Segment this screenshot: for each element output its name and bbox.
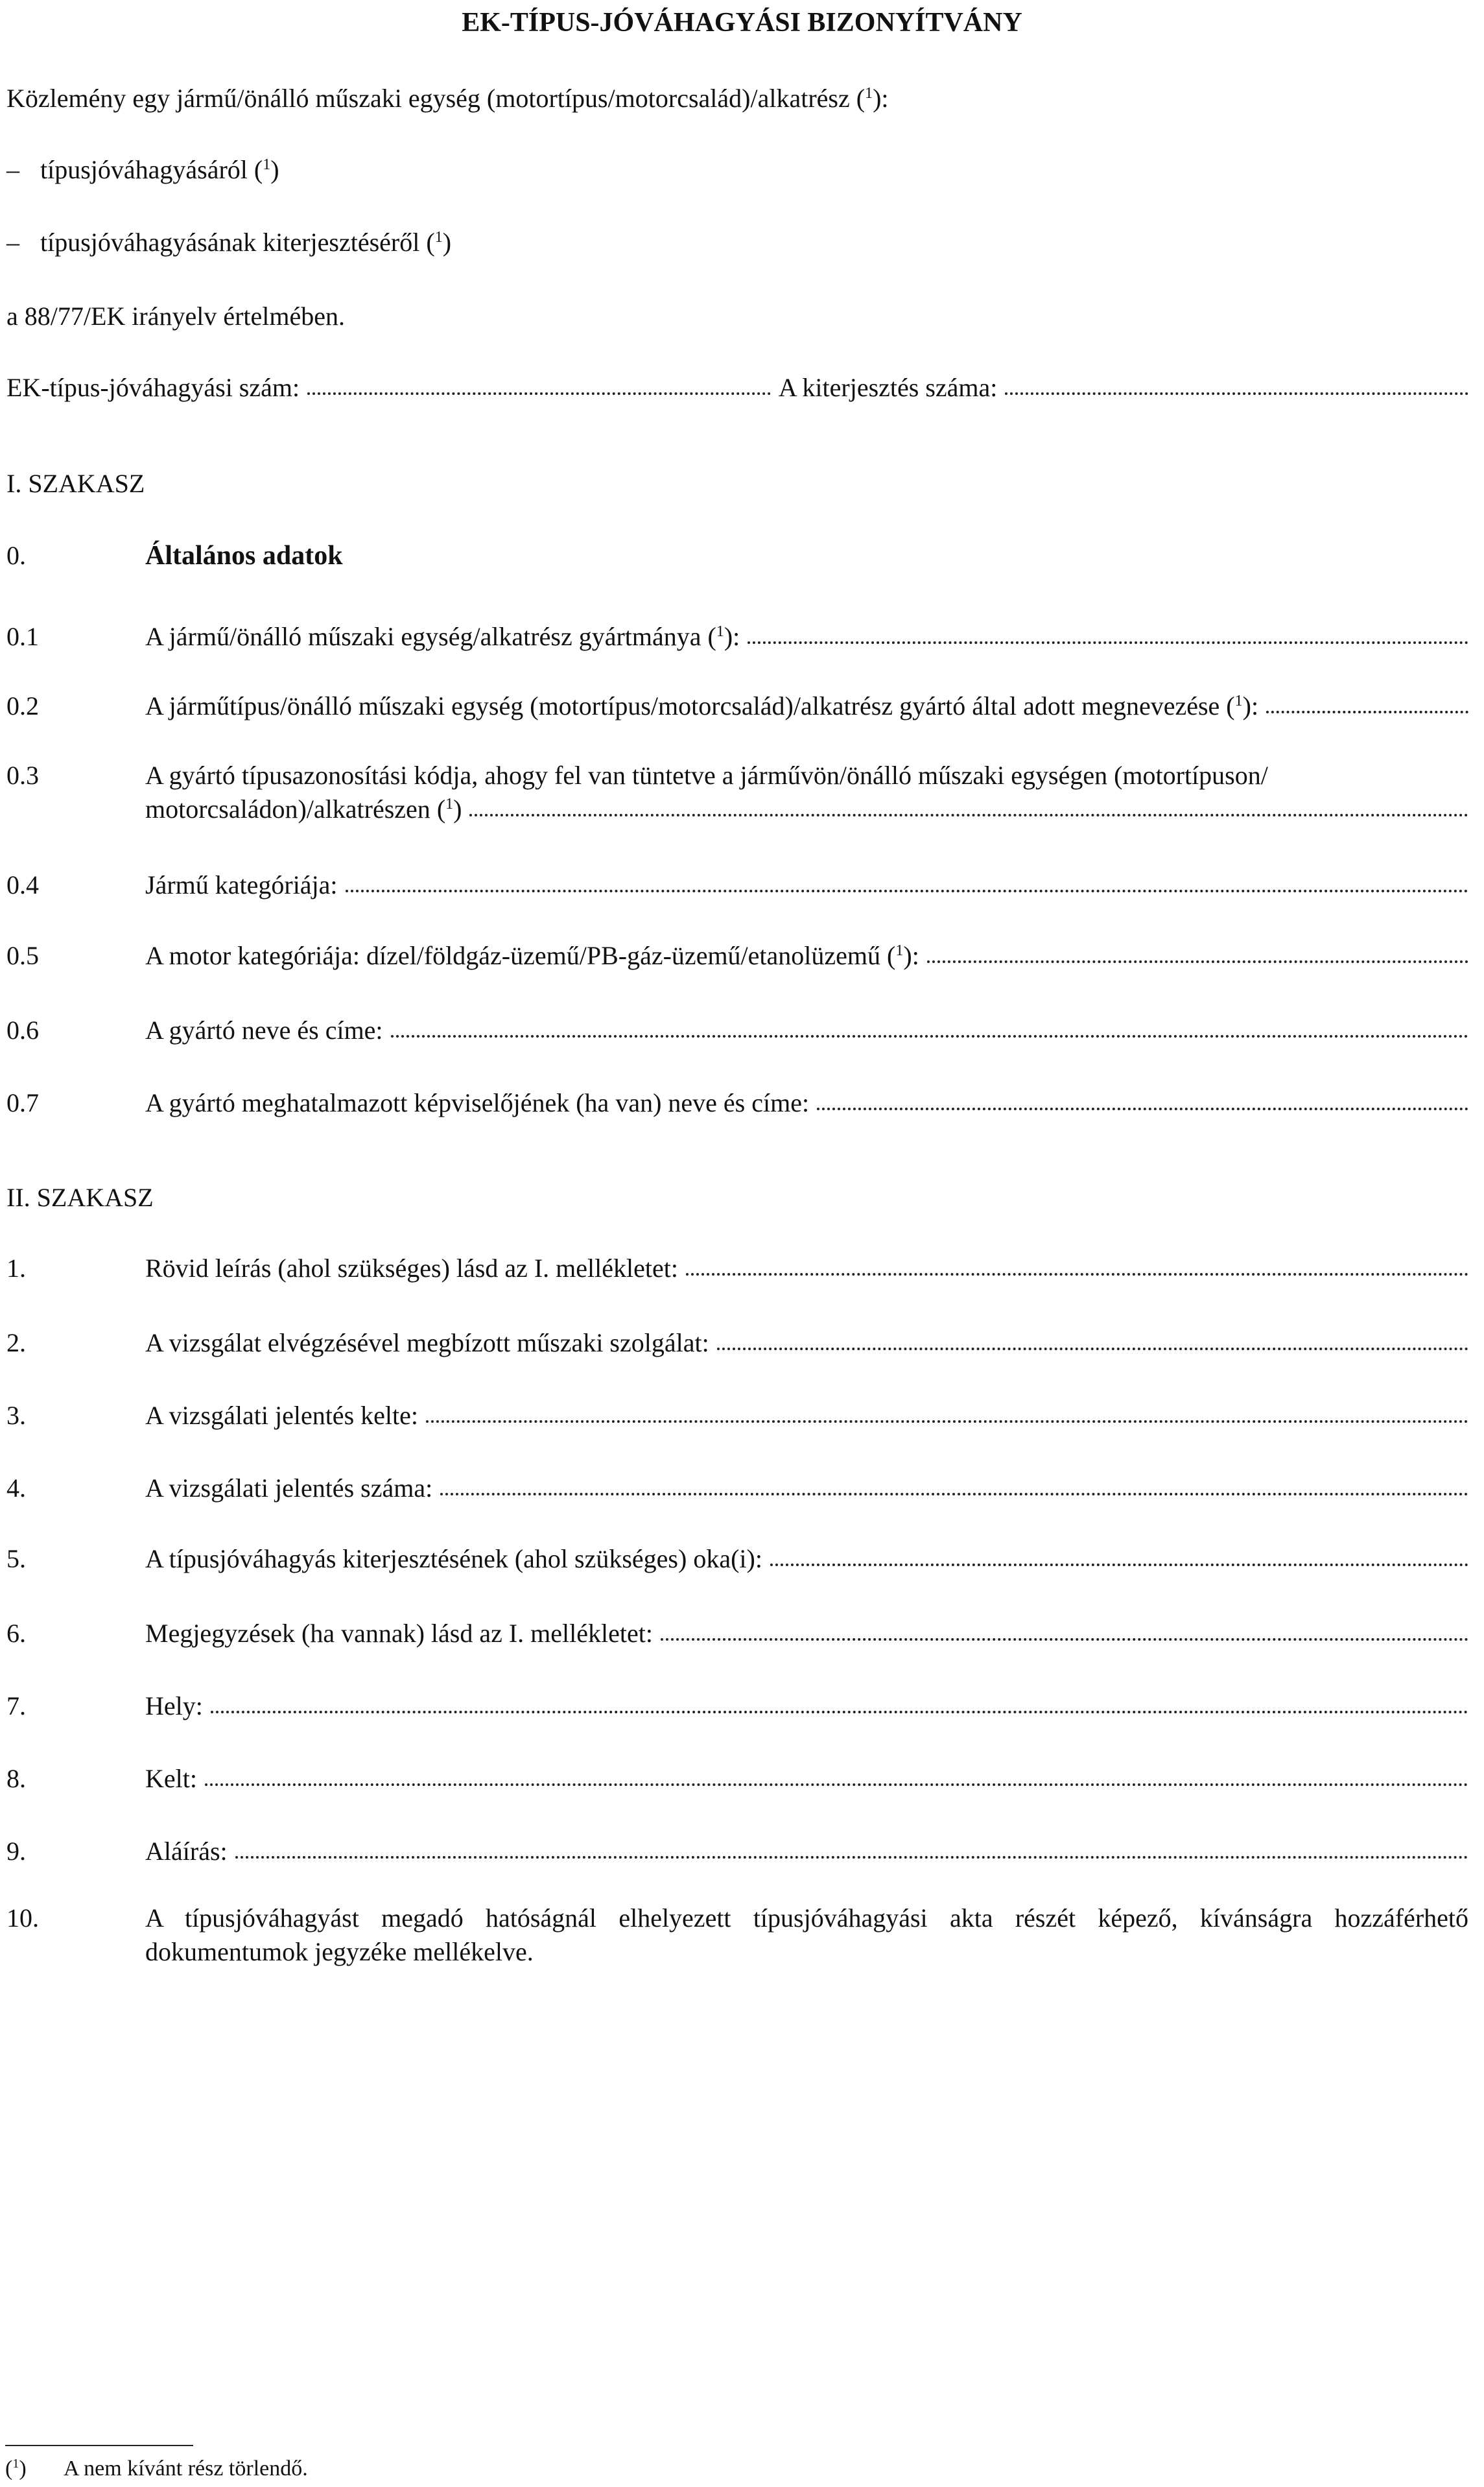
footnote-1 (5, 2458, 308, 2480)
item-number: 9. (6, 1837, 26, 1866)
item-0-7 (6, 1090, 1468, 1116)
item-number: 0.6 (6, 1016, 39, 1045)
item-0-3-field[interactable] (469, 811, 1468, 816)
document-title: EK-TÍPUS-JÓVÁHAGYÁSI BIZONYÍTVÁNY (462, 8, 1022, 38)
item-label: Rövid leírás (ahol szükséges) lásd az I. mellékletet: (145, 1254, 678, 1283)
item-number: 0.4 (6, 870, 39, 899)
extension-number-label: A kiterjesztés száma: (778, 373, 998, 402)
item-0-6-field[interactable] (391, 1032, 1468, 1038)
footnote-ref[interactable]: 1 (434, 229, 443, 246)
item-0-5-field[interactable] (927, 958, 1468, 963)
approval-number-label: EK-típus-jóváhagyási szám: (6, 373, 300, 402)
item-6-field[interactable] (661, 1636, 1468, 1641)
item-0-2-field[interactable] (1266, 708, 1468, 713)
approval-number-field[interactable] (307, 390, 771, 395)
item-8 (6, 1766, 1468, 1792)
item-number: 5. (6, 1544, 26, 1573)
item-0-2 (6, 693, 1468, 719)
group-general-data (6, 542, 1468, 569)
item-4-field[interactable] (440, 1490, 1468, 1495)
item-label: A jármű/önálló műszaki egység/alkatrész gyártmánya ($^1$): (145, 622, 740, 651)
item-1-field[interactable] (686, 1270, 1468, 1276)
footnote-ref[interactable]: 1 (895, 942, 904, 959)
item-label: Aláírás: (145, 1837, 228, 1866)
place-field[interactable] (211, 1708, 1468, 1713)
item-label: A motor kategóriája: dízel/földgáz-üzemű/PB-gáz-üzemű/etanolüzemű ($^1$): (145, 941, 919, 970)
item-number: 1. (6, 1254, 26, 1283)
item-6 (6, 1621, 1468, 1647)
item-number: 2. (6, 1328, 26, 1357)
footnote-ref[interactable]: 1 (865, 85, 873, 102)
item-1 (6, 1255, 1468, 1281)
item-0-1 (6, 624, 1468, 650)
footnote-text: A nem kívánt rész törlendő. (64, 2457, 308, 2481)
footnote-ref[interactable]: 1 (263, 156, 271, 173)
section-2-heading: II. SZAKASZ (6, 1183, 154, 1212)
dash-marker: – (6, 155, 19, 184)
item-label: Megjegyzések (ha vannak) lásd az I. mellékletet: (145, 1619, 653, 1648)
item-number: 6. (6, 1619, 26, 1648)
item-label: A típusjóváhagyás kiterjesztésének (ahol szükséges) oka(i): (145, 1544, 762, 1573)
item-label: Hely: (145, 1691, 203, 1720)
item-label: A járműtípus/önálló műszaki egység (motortípus/motorcsalád)/alkatrész gyártó által adott megnevezése ($^1$): (145, 691, 1259, 720)
item-number: 7. (6, 1691, 26, 1720)
item-label: A gyártó neve és címe: (145, 1016, 383, 1045)
item-3 (6, 1403, 1468, 1429)
directive-reference: a 88/77/EK irányelv értelmében. (6, 302, 346, 331)
item-number: 0. (6, 541, 26, 570)
item-0-4 (6, 872, 1468, 898)
footnote-ref[interactable]: 1 (1234, 693, 1243, 709)
item-number: 0.2 (6, 691, 39, 720)
item-label: Jármű kategóriája: (145, 870, 338, 899)
item-label: A vizsgálati jelentés kelte: (145, 1401, 418, 1430)
item-0-3 (6, 759, 1468, 826)
item-0-4-field[interactable] (346, 887, 1468, 892)
item-number: 4. (6, 1473, 26, 1503)
group-title: Általános adatok (145, 541, 343, 571)
approval-number-row (6, 375, 1468, 401)
item-number: 0.3 (6, 761, 39, 790)
item-label: A vizsgálati jelentés száma: (145, 1473, 433, 1503)
intro-statement: Közlemény egy jármű/önálló műszaki egység (motortípus/motorcsalád)/alkatrész ($^1$): (6, 84, 889, 113)
item-0-6 (6, 1017, 1468, 1043)
item-3-field[interactable] (426, 1418, 1468, 1423)
item-number: 10. (6, 1903, 39, 1933)
item-0-5 (6, 943, 1468, 969)
extension-number-field[interactable] (1005, 390, 1468, 395)
item-5-field[interactable] (770, 1561, 1468, 1566)
dash-marker: – (6, 228, 19, 257)
item-label: A típusjóváhagyást megadó hatóságnál elhelyezett típusjóváhagyási akta részét képező, kívánságra hozzáférhető dokumentumok jegyzéke mellékelve. (145, 1903, 1468, 1966)
item-10 (6, 1901, 1468, 1969)
bullet-item-approval: – típusjóváhagyásáról ($^1$) (6, 155, 279, 184)
bullet-item-extension: – típusjóváhagyásának kiterjesztéséről ($^1$) (6, 228, 452, 257)
item-number: 0.7 (6, 1088, 39, 1117)
footnote-marker: ($^1$) (5, 2457, 27, 2481)
signature-field[interactable] (235, 1853, 1468, 1859)
item-0-1-field[interactable] (748, 639, 1468, 644)
item-7 (6, 1693, 1468, 1719)
item-2 (6, 1330, 1468, 1356)
intro-statement-text: Közlemény egy jármű/önálló műszaki egység (motortípus/motorcsalád)/alkatrész (6, 84, 850, 113)
item-label-line2: motorcsaládon)/alkatrészen ($^1$) (145, 794, 462, 824)
item-number: 0.1 (6, 622, 39, 651)
item-5 (6, 1546, 1468, 1572)
item-0-7-field[interactable] (817, 1105, 1468, 1110)
footnote-separator (5, 2445, 193, 2446)
item-4 (6, 1475, 1468, 1501)
section-1-heading: I. SZAKASZ (6, 469, 145, 498)
footnote-ref[interactable]: 1 (445, 796, 454, 813)
item-number: 3. (6, 1401, 26, 1430)
footnote-ref[interactable]: 1 (716, 623, 724, 640)
item-label: Kelt: (145, 1764, 197, 1793)
item-label: A vizsgálat elvégzésével megbízott műszaki szolgálat: (145, 1328, 709, 1357)
item-2-field[interactable] (717, 1345, 1468, 1350)
item-number: 0.5 (6, 941, 39, 970)
date-field[interactable] (205, 1781, 1468, 1786)
item-number: 8. (6, 1764, 26, 1793)
item-label: A gyártó meghatalmazott képviselőjének (ha van) neve és címe: (145, 1088, 810, 1117)
item-9 (6, 1838, 1468, 1864)
item-label-line1: A gyártó típusazonosítási kódja, ahogy fel van tüntetve a járművön/önálló műszaki egységen (motortípuson/ (145, 761, 1268, 790)
